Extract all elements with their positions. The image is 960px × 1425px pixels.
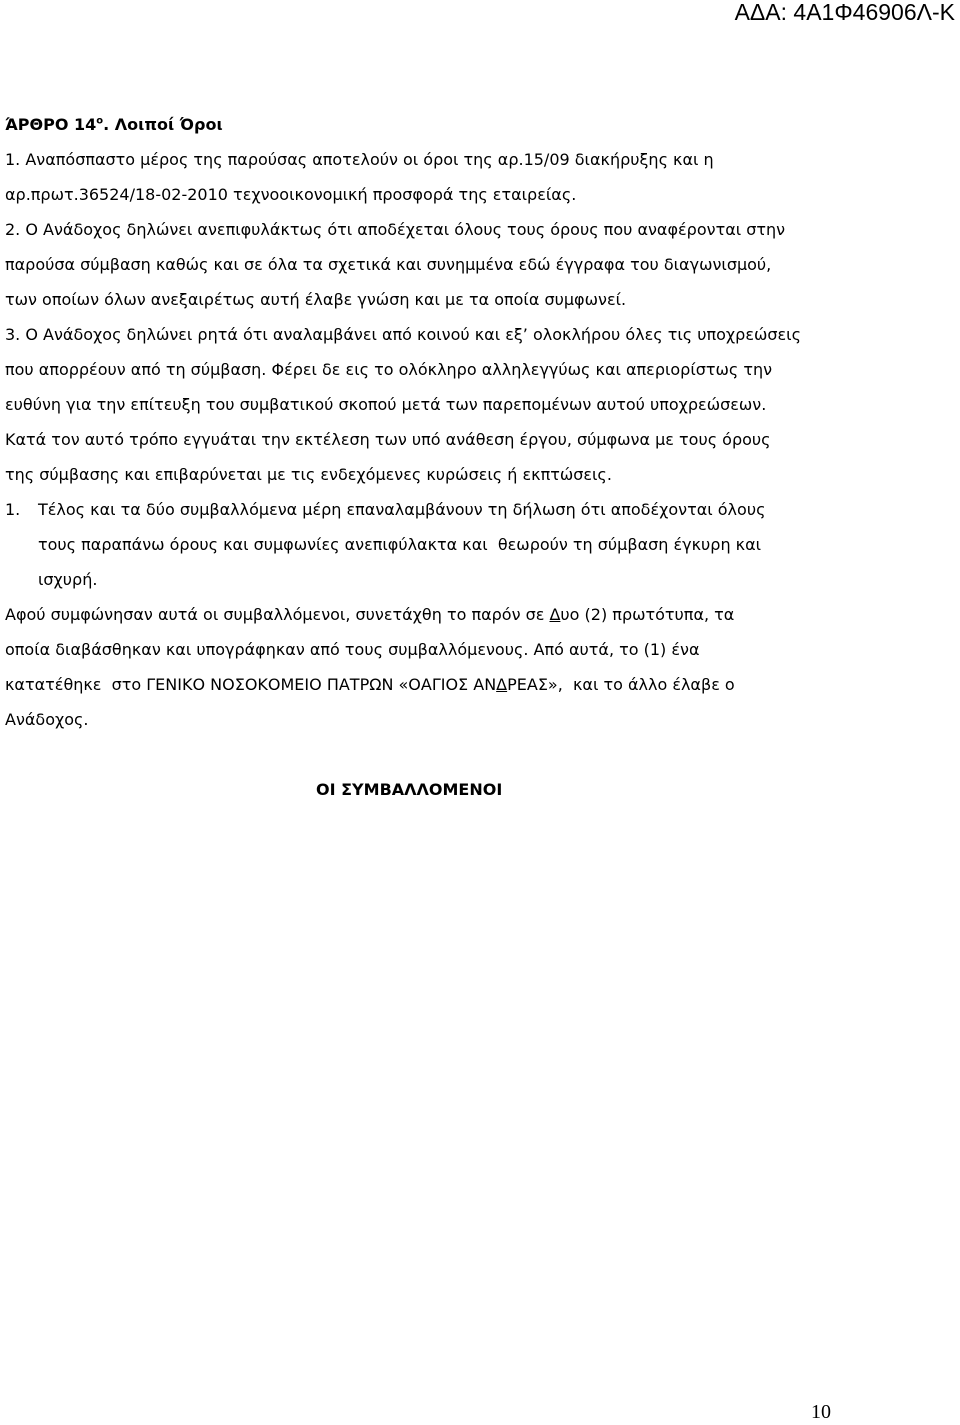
page-number: 10 bbox=[811, 1401, 831, 1423]
clause-3-line-4: Κατά τον αυτό τρόπο εγγυάται την εκτέλεση των υπό ανάθεση έργου, σύμφωνα με τους όρους bbox=[5, 430, 771, 449]
final-clause-line-3: ισχυρή. bbox=[38, 570, 98, 589]
article-title bbox=[5, 107, 955, 142]
closing-line-3-after: ΡΕΑΣ», και το άλλο έλαβε ο bbox=[507, 675, 735, 694]
closing-line-1 bbox=[5, 597, 955, 632]
final-clause bbox=[5, 492, 955, 597]
clause-3-line-3: ευθύνη για την επίτευξη του συμβατικού σκοπού μετά των παρεπομένων αυτού υποχρεώσεων. bbox=[5, 395, 767, 414]
article-title-superscript: ο bbox=[96, 115, 104, 127]
article-title-main: ΆΡΘΡΟ 14 bbox=[5, 115, 97, 134]
clause-3 bbox=[5, 317, 955, 492]
clause-1-line-2: αρ.πρωτ.36524/18-02-2010 τεχνοοικονομική προσφορά της εταιρείας. bbox=[5, 185, 577, 204]
final-clause-number: 1. bbox=[5, 500, 21, 519]
clause-1-line-1: 1. Αναπόσπαστο μέρος της παρούσας αποτελούν οι όροι της αρ.15/09 διακήρυξης και η bbox=[5, 150, 714, 169]
clause-3-line-2: που απορρέουν από τη σύμβαση. Φέρει δε εις το ολόκληρο αλληλεγγύως και απεριορίστως την bbox=[5, 360, 773, 379]
closing-line-3-before: κατατέθηκε στο ΓΕΝΙΚΟ ΝΟΣΟΚΟΜΕΙΟ ΠΑΤΡΩΝ «ΟΑΓΙΟΣ ΑΝ bbox=[5, 675, 497, 694]
ada-reference-header: ΑΔΑ: 4Α1Φ46906Λ-Κ bbox=[734, 0, 955, 25]
clause-2-line-1: 2. Ο Ανάδοχος δηλώνει ανεπιφυλάκτως ότι αποδέχεται όλους τους όρους που αναφέρονται στην bbox=[5, 220, 786, 239]
clause-2 bbox=[5, 212, 955, 317]
closing-line-1-after: υο (2) πρωτότυπα, τα bbox=[560, 605, 735, 624]
closing-line-1-before: Αφού συμφώνησαν αυτά οι συμβαλλόμενοι, συνετάχθη το παρόν σε bbox=[5, 605, 550, 624]
signatures-heading: ΟΙ ΣΥΜΒΑΛΛΟΜΕΝΟΙ bbox=[316, 780, 503, 799]
closing-line-2: οποία διαβάσθηκαν και υπογράφηκαν από τους συμβαλλόμενους. Από αυτά, το (1) ένα bbox=[5, 640, 700, 659]
closing-line-4: Ανάδοχος. bbox=[5, 710, 89, 729]
final-clause-line-2: τους παραπάνω όρους και συμφωνίες ανεπιφύλακτα και θεωρούν τη σύμβαση έγκυρη και bbox=[38, 535, 762, 554]
final-clause-text bbox=[38, 492, 955, 597]
closing-line-1-underlined: Δ bbox=[549, 605, 561, 624]
article-title-rest: . Λοιποί Όροι bbox=[103, 115, 223, 134]
closing-line-3-underlined: Δ bbox=[496, 675, 508, 694]
clause-2-line-2: παρούσα σύμβαση καθώς και σε όλα τα σχετικά και συνημμένα εδώ έγγραφα του διαγωνισμού, bbox=[5, 255, 772, 274]
closing-paragraph bbox=[5, 597, 955, 737]
clause-2-line-3: των οποίων όλων ανεξαιρέτως αυτή έλαβε γνώση και με τα οποία συμφωνεί. bbox=[5, 290, 627, 309]
clause-3-line-5: της σύμβασης και επιβαρύνεται με τις ενδεχόμενες κυρώσεις ή εκπτώσεις. bbox=[5, 465, 612, 484]
clause-1 bbox=[5, 142, 955, 212]
clause-3-line-1: 3. Ο Ανάδοχος δηλώνει ρητά ότι αναλαμβάνει από κοινού και εξ’ ολοκλήρου όλες τις υποχρεώσεις bbox=[5, 325, 801, 344]
closing-line-3 bbox=[5, 667, 955, 702]
document-body bbox=[5, 107, 955, 807]
final-clause-line-1: Τέλος και τα δύο συμβαλλόμενα μέρη επαναλαμβάνουν τη δήλωση ότι αποδέχονται όλους bbox=[38, 500, 766, 519]
